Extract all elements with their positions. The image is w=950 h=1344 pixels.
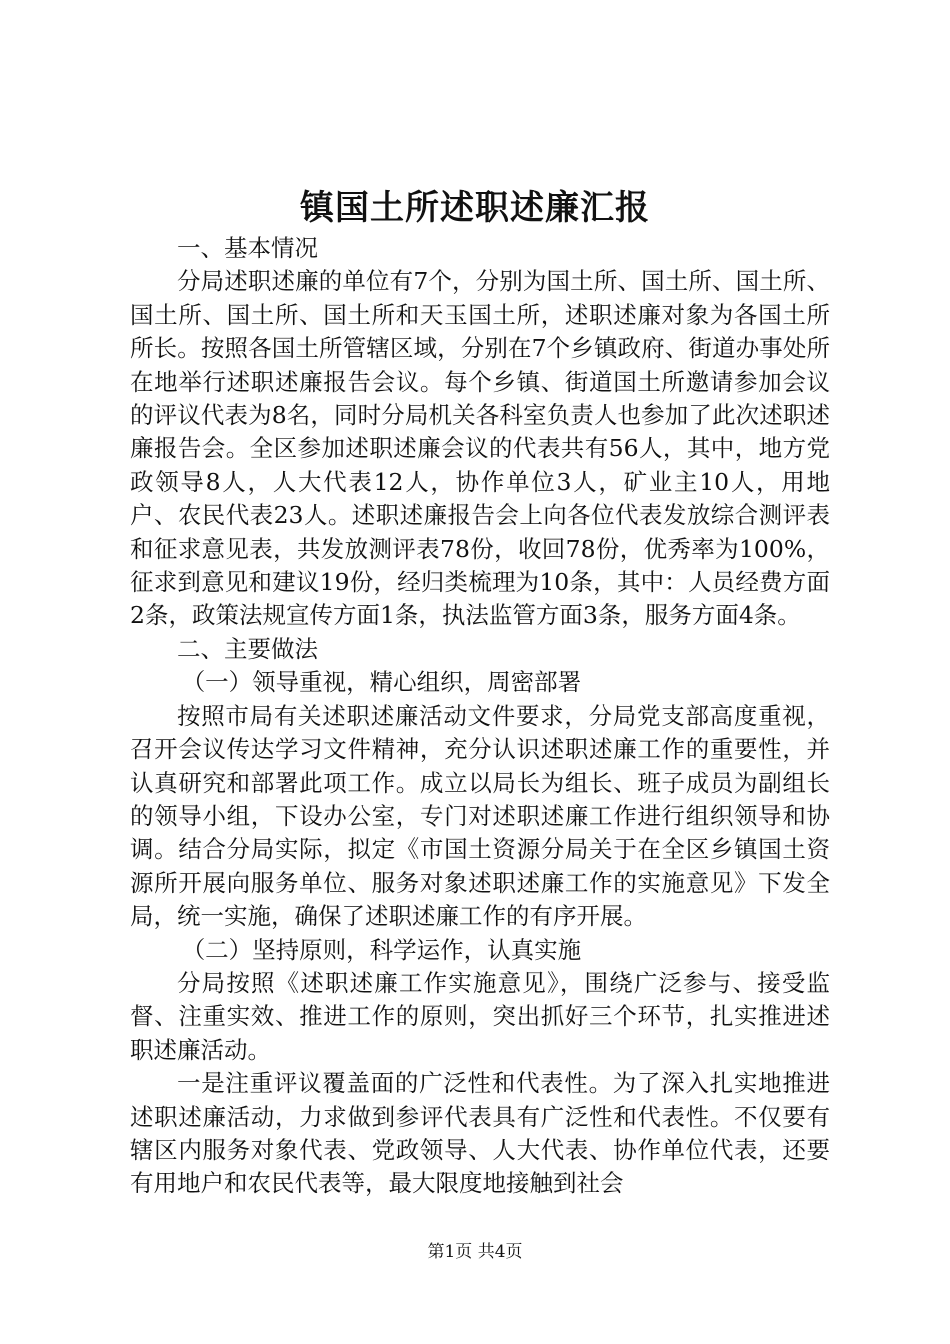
page-footer: 第1页 共4页 [427, 1242, 523, 1262]
document-body [130, 232, 830, 1201]
paragraph-principles: 分局按照《述职述廉工作实施意见》，围绕广泛参与、接受监督、注重实效、推进工作的原则，突出抓好三个环节，扎实推进述职述廉活动。 [130, 968, 830, 1064]
subheading-principles: （二）坚持原则，科学运作，认真实施 [181, 935, 582, 964]
section-heading-basic-situation: 一、基本情况 [177, 234, 318, 262]
subheading-leadership: （一）领导重视，精心组织，周密部署 [181, 668, 582, 697]
paragraph-basic-situation: 分局述职述廉的单位有7个，分别为国土所、国土所、国土所、国土所、国土所、国土所和天玉国土所，述职述廉对象为各国土所所长。按照各国土所管辖区域，分别在7个乡镇政府、街道办事处所在地举行述职述廉报告会议。每个乡镇、街道国土所邀请参加会议的评议代表为8名，同时分局机关各科室负责人也参加了此次述职述廉报告会。全区参加述职述廉会议的代表共有56人，其中，地方党政领导8人，人大代表12人，协作单位3人，矿业主10人，用地户、农民代表23人。述职述廉报告会上向各位代表发放综合测评表和征求意见表，共发放测评表78份，收回78份，优秀率为100%，征求到意见和建议19份，经归类梳理为10条，其中：人员经费方面2条，政策法规宣传方面1条，执法监管方面3条，服务方面4条。 [130, 267, 830, 630]
paragraph-coverage: 一是注重评议覆盖面的广泛性和代表性。为了深入扎实地推进述职述廉活动，力求做到参评代表具有广泛性和代表性。不仅要有辖区内服务对象代表、党政领导、人大代表、协作单位代表，还要有用地户和农民代表等，最大限度地接触到社会 [130, 1069, 830, 1198]
paragraph-leadership: 按照市局有关述职述廉活动文件要求，分局党支部高度重视，召开会议传达学习文件精神，充分认识述职述廉工作的重要性，并认真研究和部署此项工作。成立以局长为组长、班子成员为副组长的领导小组，下设办公室，专门对述职述廉工作进行组织领导和协调。结合分局实际，拟定《市国土资源分局关于在全区乡镇国土资源所开展向服务单位、服务对象述职述廉工作的实施意见》下发全局，统一实施，确保了述职述廉工作的有序开展。 [130, 701, 830, 931]
document-title: 镇国土所述职述廉汇报 [300, 188, 650, 228]
section-heading-main-practices: 二、主要做法 [177, 634, 318, 663]
